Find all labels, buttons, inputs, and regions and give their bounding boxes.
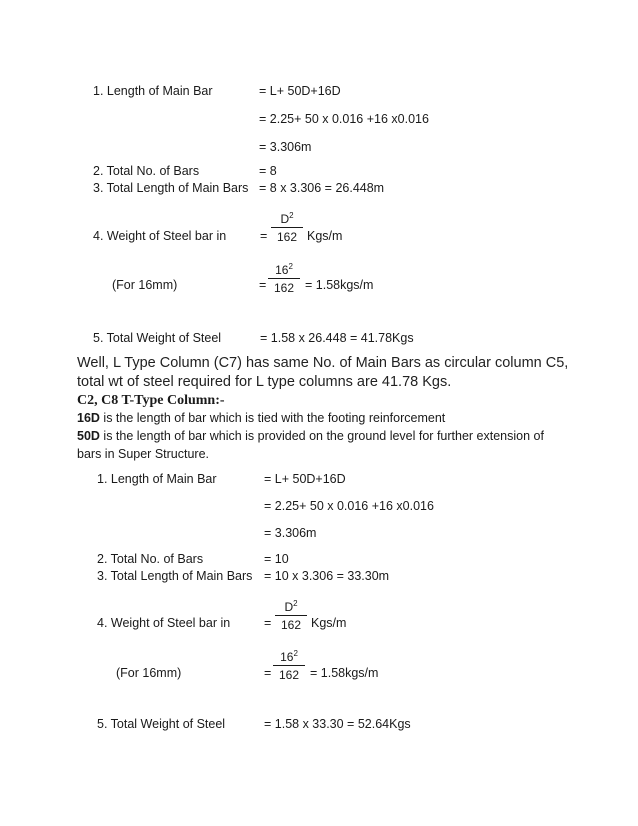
b1-16mm-denominator: 162 bbox=[273, 281, 295, 295]
note-50d-continued: bars in Super Structure. bbox=[77, 447, 210, 461]
b1-total-bars-value: = 8 bbox=[259, 164, 277, 178]
section-heading: C2, C8 T-Type Column:- bbox=[77, 393, 225, 408]
b1-weight-denominator: 162 bbox=[276, 230, 298, 244]
b1-16mm-fraction bbox=[268, 263, 300, 295]
b2-weight-numerator bbox=[275, 600, 307, 614]
note-50d-text: is the length of bar which is provided on the ground level for further extension of bbox=[99, 429, 544, 443]
b1-total-weight-label: 5. Total Weight of Steel bbox=[93, 331, 222, 345]
b1-total-length-label: 3. Total Length of Main Bars bbox=[93, 181, 249, 195]
b1-length-result: = 3.306m bbox=[259, 140, 312, 154]
b2-16mm-denominator: 162 bbox=[278, 668, 300, 682]
b2-length-result: = 3.306m bbox=[264, 526, 317, 540]
fraction-bar bbox=[271, 227, 303, 228]
note-16d-text: is the length of bar which is tied with the footing reinforcement bbox=[99, 411, 446, 425]
b1-length-substitution: = 2.25+ 50 x 0.016 +16 x0.016 bbox=[259, 112, 429, 126]
b2-weight-num-exp: 2 bbox=[293, 599, 298, 608]
b2-weight-equals: = bbox=[264, 616, 272, 630]
b2-16mm-num-base: 16 bbox=[280, 650, 294, 664]
b2-total-weight-label: 5. Total Weight of Steel bbox=[97, 717, 226, 731]
b2-weight-num-base: D bbox=[284, 600, 294, 614]
b2-16mm-num-exp: 2 bbox=[293, 649, 298, 658]
b2-16mm-fraction bbox=[273, 650, 305, 682]
b1-weight-numerator bbox=[271, 212, 303, 226]
note-16d-term: 16D bbox=[77, 411, 100, 425]
b1-length-main-bar-label: 1. Length of Main Bar bbox=[93, 84, 213, 98]
b1-16mm-result: = 1.58kgs/m bbox=[305, 278, 374, 292]
b2-weight-denominator: 162 bbox=[280, 618, 302, 632]
b2-length-main-bar-label: 1. Length of Main Bar bbox=[97, 472, 217, 486]
b1-total-weight-value: = 1.58 x 26.448 = 41.78Kgs bbox=[260, 331, 414, 345]
note-16d bbox=[77, 412, 445, 425]
b1-weight-label: 4. Weight of Steel bar in bbox=[93, 229, 227, 243]
b2-weight-fraction bbox=[275, 600, 307, 632]
b1-length-formula: = L+ 50D+16D bbox=[259, 84, 341, 98]
b2-total-length-label: 3. Total Length of Main Bars bbox=[97, 569, 253, 583]
b1-16mm-num-base: 16 bbox=[275, 263, 289, 277]
b1-16mm-numerator bbox=[268, 263, 300, 277]
fraction-bar bbox=[268, 278, 300, 279]
b2-16mm-equals: = bbox=[264, 666, 272, 680]
b1-weight-fraction bbox=[271, 212, 303, 244]
b1-total-length-value: = 8 x 3.306 = 26.448m bbox=[259, 181, 385, 195]
b2-for-16mm-label: (For 16mm) bbox=[116, 666, 182, 680]
b2-total-weight-value: = 1.58 x 33.30 = 52.64Kgs bbox=[264, 717, 411, 731]
b2-weight-unit: Kgs/m bbox=[311, 616, 347, 630]
b2-weight-label: 4. Weight of Steel bar in bbox=[97, 616, 231, 630]
paragraph-line-2: total wt of steel required for L type columns are 41.78 Kgs. bbox=[77, 374, 452, 390]
b2-length-formula: = L+ 50D+16D bbox=[264, 472, 346, 486]
fraction-bar bbox=[273, 665, 305, 666]
b1-16mm-num-exp: 2 bbox=[288, 262, 293, 271]
b2-16mm-result: = 1.58kgs/m bbox=[310, 666, 379, 680]
b1-for-16mm-label: (For 16mm) bbox=[112, 278, 178, 292]
paragraph-line-1: Well, L Type Column (C7) has same No. of Main Bars as circular column C5, bbox=[77, 355, 569, 371]
b2-length-substitution: = 2.25+ 50 x 0.016 +16 x0.016 bbox=[264, 499, 434, 513]
b2-16mm-numerator bbox=[273, 650, 305, 664]
b1-total-bars-label: 2. Total No. of Bars bbox=[93, 164, 200, 178]
note-50d bbox=[77, 430, 544, 443]
b1-weight-unit: Kgs/m bbox=[307, 229, 343, 243]
b1-weight-num-exp: 2 bbox=[289, 211, 294, 220]
b2-total-length-value: = 10 x 3.306 = 33.30m bbox=[264, 569, 390, 583]
note-50d-term: 50D bbox=[77, 429, 100, 443]
b1-weight-num-base: D bbox=[280, 212, 290, 226]
fraction-bar bbox=[275, 615, 307, 616]
b1-16mm-equals: = bbox=[259, 278, 267, 292]
b1-weight-equals: = bbox=[260, 229, 268, 243]
b2-total-bars-label: 2. Total No. of Bars bbox=[97, 552, 204, 566]
b2-total-bars-value: = 10 bbox=[264, 552, 289, 566]
